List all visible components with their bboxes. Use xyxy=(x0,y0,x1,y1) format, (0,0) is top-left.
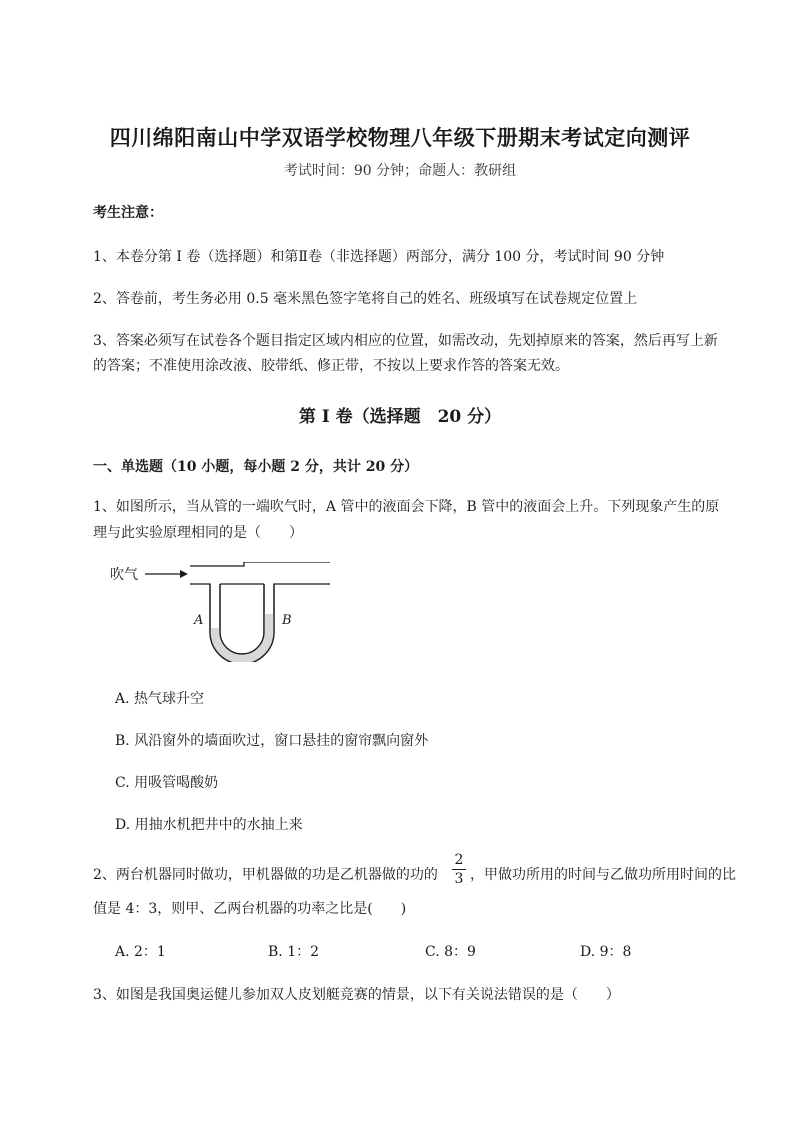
q2-text-line2: 值是 4：3，则甲、乙两台机器的功率之比是( ) xyxy=(93,901,407,917)
label-a: A xyxy=(194,613,204,628)
q2-option-d[interactable]: D. 9：8 xyxy=(580,944,632,960)
notice-item-1: 1、本卷分第 I 卷（选择题）和第Ⅱ卷（非选择题）两部分，满分 100 分，考试时间 90 分钟 xyxy=(93,249,665,265)
q3-text: 3、如图是我国奥运健儿参加双人皮划艇竞赛的情景，以下有关说法错误的是（ ） xyxy=(93,987,620,1003)
part-heading: 一、单选题（10 小题，每小题 2 分，共计 20 分） xyxy=(93,459,419,475)
q1-option-d[interactable]: D. 用抽水机把井中的水抽上来 xyxy=(115,817,303,833)
label-b: B xyxy=(282,613,292,628)
exam-title: 四川绵阳南山中学双语学校物理八年级下册期末考试定向测评 xyxy=(109,125,691,150)
q2-option-b[interactable]: B. 1：2 xyxy=(268,944,320,960)
q2-option-a[interactable]: A. 2：1 xyxy=(115,944,166,960)
fraction-bar xyxy=(452,869,466,870)
fraction-denominator: 3 xyxy=(454,871,464,887)
fraction-numerator: 2 xyxy=(454,852,464,868)
q2-fraction xyxy=(452,852,466,887)
q2-text-after: ，甲做功所用的时间与乙做功所用时间的比 xyxy=(470,867,736,883)
notice-item-3: 3、答案必须写在试卷各个题目指定区域内相应的位置，如需改动，先划掉原来的答案，然后再写上新 xyxy=(93,333,718,349)
tube-inner-outline xyxy=(220,584,264,654)
pipe-inner-guide xyxy=(220,574,264,632)
section-title: 第 I 卷（选择题 20 分） xyxy=(298,407,502,427)
notice-heading: 考生注意： xyxy=(93,205,163,221)
q2-option-c[interactable]: C. 8：9 xyxy=(425,944,476,960)
pipe-top-wall xyxy=(190,562,330,566)
q1-option-a[interactable]: A. 热气球升空 xyxy=(115,691,205,707)
q1-option-c[interactable]: C. 用吸管喝酸奶 xyxy=(115,775,219,791)
q1-text-line2: 理与此实验原理相同的是（ ） xyxy=(93,525,303,541)
u-tube-figure xyxy=(110,562,340,662)
notice-item-3-cont: 的答案；不准使用涂改液、胶带纸、修正带，不按以上要求作答的答案无效。 xyxy=(93,358,569,374)
q1-option-b[interactable]: B. 风沿窗外的墙面吹过，窗口悬挂的窗帘飘向窗外 xyxy=(115,733,429,749)
exam-subtitle: 考试时间：90 分钟；命题人：教研组 xyxy=(283,163,517,179)
notice-item-2: 2、答卷前，考生务必用 0.5 毫米黑色签字笔将自己的姓名、班级填写在试卷规定位置上 xyxy=(93,291,638,307)
arrow-head-icon xyxy=(180,570,188,578)
q2-text-before: 2、两台机器同时做功，甲机器做的功是乙机器做的功的 xyxy=(93,867,438,883)
q1-text-line1: 1、如图所示，当从管的一端吹气时，A 管中的液面会下降，B 管中的液面会上升。下列现象产生的原 xyxy=(93,499,720,515)
tube-inner-wall xyxy=(220,584,264,654)
blow-label: 吹气 xyxy=(110,567,138,583)
